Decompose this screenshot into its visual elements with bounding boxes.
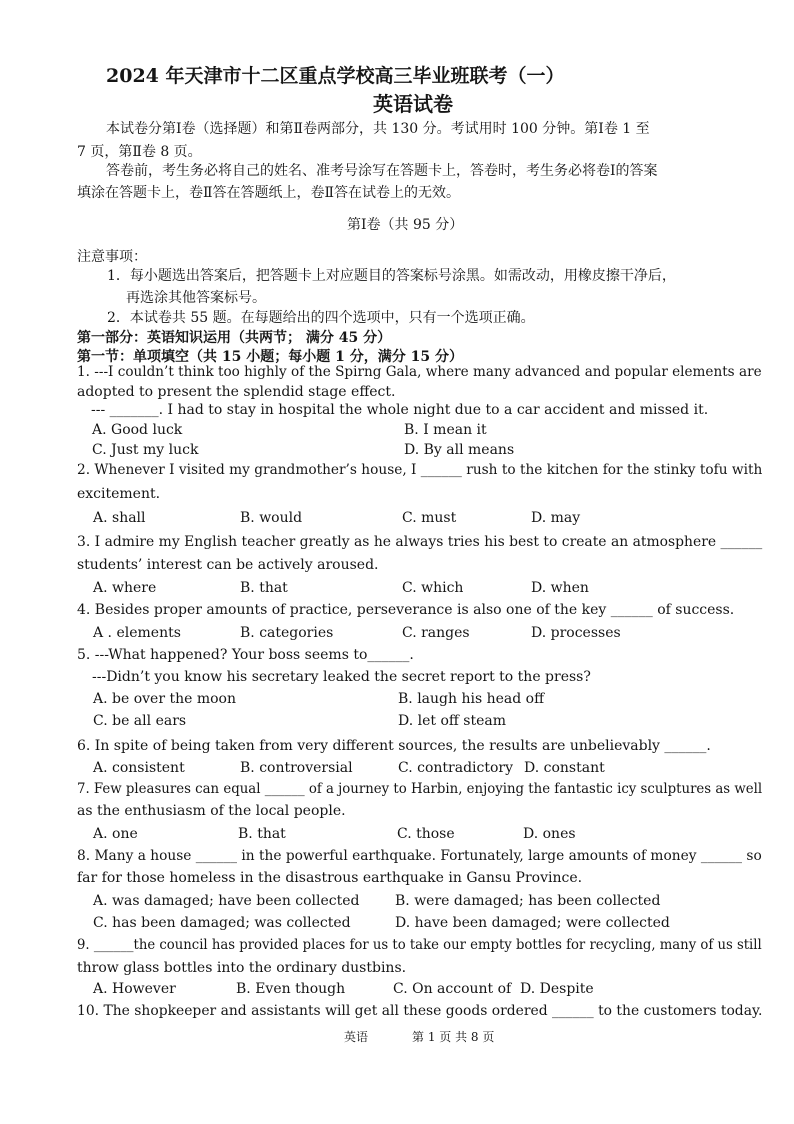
q3-option-a: A. where: [93, 580, 157, 596]
intro-line-1: 本试卷分第Ⅰ卷（选择题）和第Ⅱ卷两部分，共 130 分。考试用时 100 分钟。第Ⅰ卷 1 至: [106, 121, 650, 137]
q7-option-a: A. one: [93, 826, 138, 842]
intro-line-4: 填涂在答题卡上，卷Ⅱ答在答题纸上，卷Ⅱ答在试卷上的无效。: [77, 185, 461, 201]
exam-subtitle: 英语试卷: [373, 92, 453, 116]
q9-option-a: A. However: [93, 981, 176, 997]
question-5-line-1: 5. ---What happened? Your boss seems to______.: [77, 647, 414, 663]
question-10-line-1: 10. The shopkeeper and assistants will get all these goods ordered ______ to the customers today.: [77, 1003, 763, 1019]
q5-option-d: D. let off steam: [398, 713, 507, 729]
q4-option-c: C. ranges: [402, 625, 470, 641]
note-1-line-2: 再选涂其他答案标号。: [126, 290, 266, 306]
q6-option-d: D. constant: [524, 760, 605, 776]
q3-option-b: B. that: [240, 580, 288, 596]
q2-option-c: C. must: [402, 510, 457, 526]
question-3-line-2: students’ interest can be actively aroused.: [77, 557, 379, 573]
part-1-heading: 第一部分：英语知识运用（共两节； 满分 45 分）: [77, 330, 392, 346]
q9-option-c: C. On account of: [393, 981, 512, 997]
q1-option-a: A. Good luck: [92, 422, 183, 438]
q9-option-d: D. Despite: [520, 981, 594, 997]
question-3-line-1: 3. I admire my English teacher greatly as he always tries his best to create an atmosphere ______: [77, 534, 763, 550]
question-7-line-2: as the enthusiasm of the local people.: [77, 803, 346, 819]
q6-option-b: B. controversial: [240, 760, 353, 776]
q5-option-b: B. laugh his head off: [398, 691, 545, 707]
question-9-line-2: throw glass bottles into the ordinary dustbins.: [77, 960, 407, 976]
section-1-heading: 第一节：单项填空（共 15 小题；每小题 1 分，满分 15 分）: [77, 349, 463, 365]
q4-option-a: A . elements: [93, 625, 181, 641]
q4-option-d: D. processes: [531, 625, 621, 641]
question-2-line-2: excitement.: [77, 486, 161, 502]
footer-page-number: 第 1 页 共 8 页: [412, 1030, 495, 1044]
intro-line-3: 答卷前，考生务必将自己的姓名、准考号涂写在答题卡上，答卷时，考生务必将卷Ⅰ的答案: [106, 163, 658, 179]
q8-option-b: B. were damaged; has been collected: [395, 893, 661, 909]
note-1-line-1: 1．每小题选出答案后，把答题卡上对应题目的答案标号涂黑。如需改动，用橡皮擦干净后，: [107, 268, 676, 284]
q7-option-d: D. ones: [523, 826, 576, 842]
q8-option-d: D. have been damaged; were collected: [395, 915, 670, 931]
q4-option-b: B. categories: [240, 625, 334, 641]
question-1-line-3: --- _______. I had to stay in hospital the whole night due to a car accident and missed it.: [91, 402, 709, 418]
footer-subject: 英语: [344, 1030, 369, 1044]
q7-option-b: B. that: [238, 826, 286, 842]
q6-option-c: C. contradictory: [398, 760, 514, 776]
intro-line-2: 7 页，第Ⅱ卷 8 页。: [77, 144, 202, 160]
q9-option-b: B. Even though: [236, 981, 346, 997]
question-9-line-1: 9. ______the council has provided places for us to take our empty bottles for recycling, many of us still: [77, 937, 762, 953]
question-2-line-1: 2. Whenever I visited my grandmother’s house, I ______ rush to the kitchen for the stinky tofu with: [77, 462, 763, 478]
question-1-line-1: 1. ---I couldn’t think too highly of the Spirng Gala, where many advanced and popular elements are: [77, 364, 762, 380]
question-4-line-1: 4. Besides proper amounts of practice, perseverance is also one of the key ______ of success.: [77, 602, 735, 618]
note-2: 2．本试卷共 55 题。在每题给出的四个选项中，只有一个选项正确。: [107, 310, 535, 326]
q2-option-a: A. shall: [93, 510, 146, 526]
q2-option-d: D. may: [531, 510, 581, 526]
q2-option-b: B. would: [240, 510, 303, 526]
q5-option-a: A. be over the moon: [93, 691, 237, 707]
q6-option-a: A. consistent: [93, 760, 185, 776]
question-7-line-1: 7. Few pleasures can equal ______ of a journey to Harbin, enjoying the fantastic icy sculptures as well: [77, 781, 763, 797]
question-6-line-1: 6. In spite of being taken from very different sources, the results are unbelievably ______.: [77, 738, 711, 754]
section-heading: 第Ⅰ卷（共 95 分）: [347, 217, 464, 233]
q3-option-c: C. which: [402, 580, 464, 596]
q7-option-c: C. those: [397, 826, 455, 842]
notes-title: 注意事项：: [77, 249, 147, 265]
q1-option-d: D. By all means: [404, 442, 515, 458]
exam-title: 2024 年天津市十二区重点学校高三毕业班联考（一）: [106, 65, 565, 87]
q8-option-c: C. has been damaged; was collected: [93, 915, 351, 931]
q3-option-d: D. when: [531, 580, 589, 596]
q8-option-a: A. was damaged; have been collected: [93, 893, 360, 909]
q5-option-c: C. be all ears: [93, 713, 187, 729]
question-1-line-2: adopted to present the splendid stage effect.: [77, 384, 396, 400]
q1-option-b: B. I mean it: [404, 422, 487, 438]
question-8-line-2: far for those homeless in the disastrous earthquake in Gansu Province.: [77, 870, 583, 886]
q1-option-c: C. Just my luck: [92, 442, 199, 458]
question-5-line-2: ---Didn’t you know his secretary leaked the secret report to the press?: [92, 669, 591, 685]
question-8-line-1: 8. Many a house ______ in the powerful earthquake. Fortunately, large amounts of money ______ so: [77, 848, 762, 864]
